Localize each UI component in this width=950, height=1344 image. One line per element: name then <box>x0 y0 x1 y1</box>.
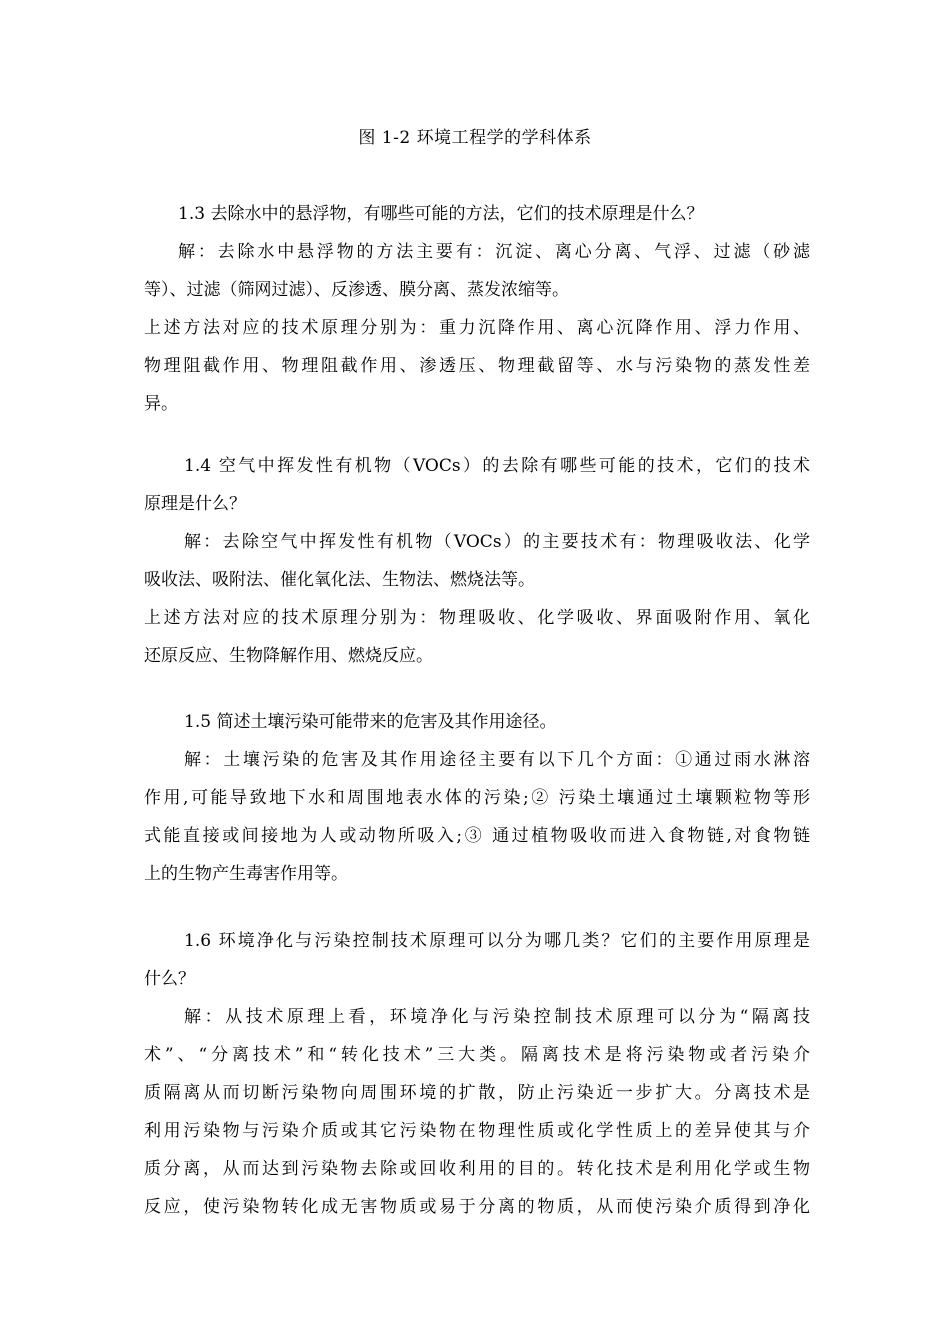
answer-line: 异。 <box>144 394 178 414</box>
answer-line: 式能直接或间接地为人或动物所吸入;③ 通过植物吸收而进入食物链,对食物链 <box>144 826 810 846</box>
answer-line: 上的生物产生毒害作用等。 <box>144 864 348 884</box>
answer-line: 等）、过滤（筛网过滤）、反渗透、膜分离、蒸发浓缩等。 <box>144 280 569 300</box>
answer-line: 还原反应、生物降解作用、燃烧反应。 <box>144 646 433 666</box>
answer-line: 上述方法对应的技术原理分别为：物理吸收、化学吸收、界面吸附作用、氧化 <box>144 608 810 628</box>
question-1-3: 1.3 去除水中的悬浮物，有哪些可能的方法，它们的技术原理是什么？ <box>178 204 704 224</box>
question-line: 原理是什么？ <box>144 494 246 514</box>
figure-caption: 图 1-2 环境工程学的学科体系 <box>358 128 592 148</box>
section-1-3 <box>144 195 810 423</box>
answer-line: 解：从技术原理上看，环境净化与污染控制技术原理可以分为“隔离技 <box>184 1007 810 1027</box>
answer-line: 解：土壤污染的危害及其作用途径主要有以下几个方面：①通过雨水淋溶 <box>184 750 810 770</box>
answer-line: 质分离，从而达到污染物去除或回收利用的目的。转化技术是利用化学或生物 <box>144 1159 810 1179</box>
answer-line: 作用,可能导致地下水和周围地表水体的污染;② 污染土壤通过土壤颗粒物等形 <box>144 788 810 808</box>
answer-line: 上述方法对应的技术原理分别为：重力沉降作用、离心沉降作用、浮力作用、 <box>144 318 810 338</box>
answer-line: 反应，使污染物转化成无害物质或易于分离的物质，从而使污染介质得到净化 <box>144 1197 810 1217</box>
question-line: 什么？ <box>144 969 195 989</box>
answer-line: 利用污染物与污染介质或其它污染物在物理性质或化学性质上的差异使其与介 <box>144 1121 810 1141</box>
section-1-5 <box>144 703 810 893</box>
answer-line: 质隔离从而切断污染物向周围环境的扩散，防止污染近一步扩大。分离技术是 <box>144 1083 810 1103</box>
answer-line: 解：去除空气中挥发性有机物（VOCs）的主要技术有：物理吸收法、化学 <box>184 532 810 552</box>
question-1-5: 1.5 简述土壤污染可能带来的危害及其作用途径。 <box>184 712 557 732</box>
answer-line: 术”、“分离技术”和“转化技术”三大类。隔离技术是将污染物或者污染介 <box>144 1045 810 1065</box>
answer-line: 解：去除水中悬浮物的方法主要有：沉淀、离心分离、气浮、过滤（砂滤 <box>178 242 810 262</box>
section-1-4 <box>144 447 810 675</box>
section-1-6 <box>144 922 810 1226</box>
answer-line: 物理阻截作用、物理阻截作用、渗透压、物理截留等、水与污染物的蒸发性差 <box>144 356 810 376</box>
question-1-6: 1.6 环境净化与污染控制技术原理可以分为哪几类？它们的主要作用原理是 <box>184 931 810 951</box>
answer-line: 吸收法、吸附法、催化氧化法、生物法、燃烧法等。 <box>144 570 535 590</box>
question-1-4: 1.4 空气中挥发性有机物（VOCs）的去除有哪些可能的技术，它们的技术 <box>184 456 810 476</box>
